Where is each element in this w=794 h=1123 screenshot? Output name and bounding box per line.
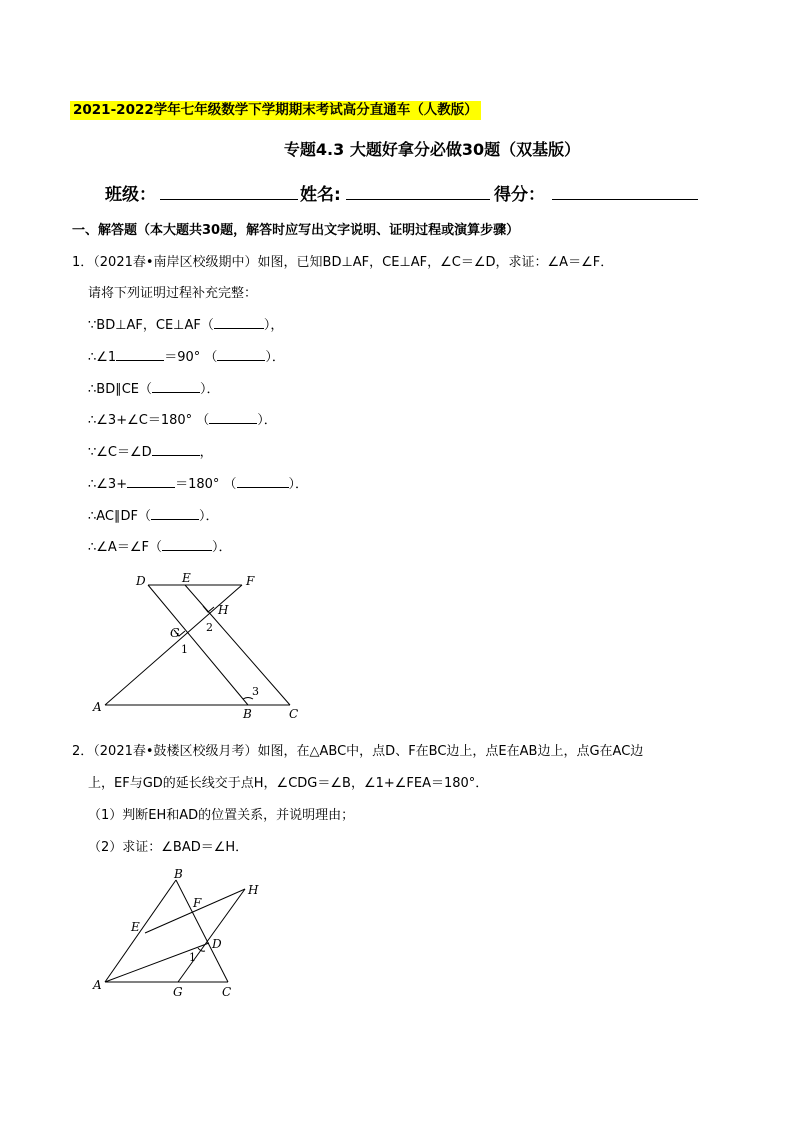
label-f: F: [246, 574, 255, 588]
step-text: ∵∠C＝∠D: [88, 445, 152, 460]
q1-step-6: [88, 473, 308, 492]
segment-ec: [185, 585, 290, 705]
series-banner: 2021-2022学年七年级数学下学期期末考试高分直通车（人教版）: [70, 101, 481, 120]
label-b: B: [174, 867, 183, 881]
step-text: ），: [263, 318, 284, 333]
score-field[interactable]: [552, 199, 698, 200]
segment-ab: [105, 880, 176, 982]
q1-instruction: 请将下列证明过程补充完整：: [88, 286, 258, 301]
q1-step-7: [88, 505, 219, 524]
answer-blank[interactable]: [116, 348, 164, 361]
class-field[interactable]: [160, 199, 298, 200]
q1-step-2: [88, 346, 285, 365]
q1-step-1: [88, 314, 283, 333]
step-text: ∴∠A＝∠F（: [88, 540, 162, 555]
label-angle-1: 1: [189, 951, 196, 964]
q1-step-5: [88, 441, 213, 460]
q2-figure: [85, 862, 285, 1002]
q2-stem-line2: 上，EF与GD的延长线交于点H，∠CDG＝∠B，∠1+∠FEA＝180°．: [88, 776, 489, 791]
class-label: 班级：: [105, 185, 156, 205]
step-text: ∴∠1: [88, 350, 117, 365]
label-h: H: [248, 883, 259, 897]
answer-blank[interactable]: [151, 507, 199, 520]
label-c: C: [289, 707, 299, 721]
label-b: B: [243, 707, 252, 721]
q1-figure: [90, 565, 310, 725]
segment-bc: [176, 880, 228, 982]
label-e: E: [131, 920, 140, 934]
score-label: 得分：: [494, 185, 545, 205]
step-text: ＝90° （: [164, 350, 218, 365]
step-text: ）．: [200, 382, 220, 397]
answer-blank[interactable]: [152, 443, 200, 456]
step-text: ∵BD⊥AF，CE⊥AF（: [88, 318, 214, 333]
label-angle-2: 2: [206, 621, 213, 634]
section-heading: 一、解答题（本大题共30题，解答时应写出文字说明、证明过程或演算步骤）: [72, 223, 520, 238]
answer-blank[interactable]: [127, 475, 175, 488]
name-label: 姓名:: [300, 185, 341, 205]
label-c: C: [222, 985, 232, 999]
answer-blank[interactable]: [152, 380, 200, 393]
name-field[interactable]: [346, 199, 490, 200]
label-d: D: [212, 937, 222, 951]
q1-step-3: [88, 378, 220, 397]
page-title: 专题4.3 大题好拿分必做30题（双基版）: [283, 140, 581, 159]
step-text: ）．: [265, 350, 285, 365]
step-text: ，: [199, 445, 213, 460]
answer-blank[interactable]: [237, 475, 289, 488]
answer-blank[interactable]: [162, 538, 212, 551]
label-g: G: [173, 985, 183, 999]
q1-step-8: [88, 536, 231, 555]
answer-blank[interactable]: [217, 348, 265, 361]
label-d: D: [136, 574, 146, 588]
label-a: A: [93, 700, 102, 714]
step-text: ∴∠3+: [88, 477, 128, 492]
label-e: E: [182, 571, 191, 585]
step-text: ）．: [288, 477, 309, 492]
answer-blank[interactable]: [209, 411, 257, 424]
q1-step-4: [88, 409, 277, 428]
label-angle-1: 1: [181, 643, 188, 656]
step-text: ∴BD∥CE（: [88, 382, 152, 397]
label-a: A: [93, 978, 102, 992]
q1-stem: 1．（2021春•南岸区校级期中）如图，已知BD⊥AF，CE⊥AF，∠C＝∠D，求证：∠A＝∠F．: [72, 255, 614, 270]
label-h: H: [218, 603, 229, 617]
label-g: G: [170, 626, 180, 640]
segment-bd: [148, 585, 248, 705]
q2-stem-line1: 2．（2021春•鼓楼区校级月考）如图，在△ABC中，点D、F在BC边上，点E在AB边上，点G在AC边: [72, 744, 644, 759]
q2-part2: （2）求证：∠BAD＝∠H．: [88, 840, 249, 855]
q2-part1: （1）判断EH和AD的位置关系，并说明理由；: [88, 808, 355, 823]
step-text: ）．: [211, 540, 232, 555]
step-text: ＝180° （: [175, 477, 237, 492]
step-text: ∴AC∥DF（: [88, 509, 152, 524]
step-text: ∴∠3+∠C＝180° （: [88, 413, 210, 428]
answer-blank[interactable]: [214, 316, 264, 329]
step-text: ）．: [257, 413, 277, 428]
step-text: ）．: [199, 509, 219, 524]
label-angle-3: 3: [252, 685, 259, 698]
label-f: F: [193, 896, 202, 910]
